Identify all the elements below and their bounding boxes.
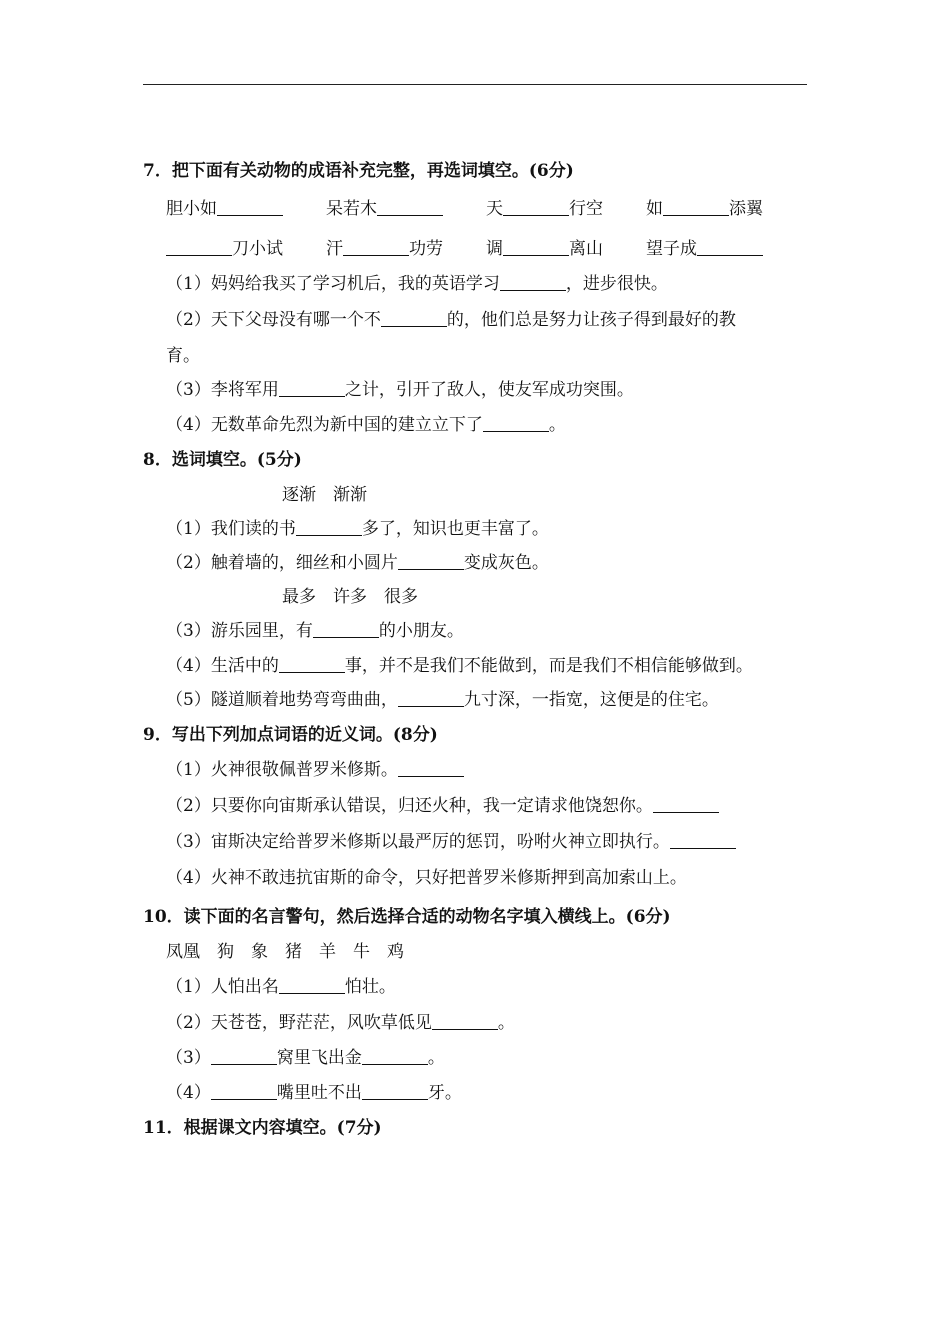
blank[interactable]: [398, 553, 464, 570]
blank[interactable]: [432, 1013, 498, 1030]
blank[interactable]: [500, 274, 566, 291]
blank[interactable]: [279, 977, 345, 994]
q9-sentence-1: （1）火神很敬佩普罗米修斯。: [166, 759, 464, 781]
q7-sentence-2: （2）天下父母没有哪一个不 的，他们总是努力让孩子得到最好的教: [166, 310, 736, 330]
blank[interactable]: [503, 199, 569, 216]
blank[interactable]: [362, 1048, 428, 1065]
q10-title: 10．读下面的名言警句，然后选择合适的动物名字填入横线上。(6分): [143, 907, 671, 927]
blank[interactable]: [279, 656, 345, 673]
idiom-7: 调 离山: [486, 239, 603, 259]
q10-sentence-3: （3） 窝里飞出金 。: [166, 1048, 445, 1068]
blank[interactable]: [398, 690, 464, 707]
q8-sentence-2: （2）触着墙的，细丝和小圆片 变成灰色。: [166, 553, 549, 573]
idiom-6: 汗 功劳: [326, 239, 443, 259]
idiom-4: 如 添翼: [646, 199, 763, 219]
blank[interactable]: [697, 239, 763, 256]
blank[interactable]: [211, 1048, 277, 1065]
idiom-1: 胆小如: [166, 198, 283, 220]
q7-sentence-4: （4）无数革命先烈为新中国的建立立下了 。: [166, 415, 566, 435]
blank[interactable]: [483, 415, 549, 432]
blank[interactable]: [362, 1083, 428, 1100]
q9-sentence-4: （4）火神不敢违抗宙斯的命令，只好把普罗米修斯押到高加索山上。: [166, 868, 687, 888]
blank[interactable]: [279, 380, 345, 397]
blank[interactable]: [377, 199, 443, 216]
idiom-8: 望子成: [646, 238, 763, 260]
q10-sentence-1: （1）人怕出名 怕壮。: [166, 977, 396, 997]
q10-animal-options: 凤凰 狗 象 猪 羊 牛 鸡: [166, 942, 404, 962]
q7-sentence-1: （1）妈妈给我买了学习机后，我的英语学习 ，进步很快。: [166, 274, 668, 294]
idiom-5: 刀小试: [166, 238, 283, 260]
blank[interactable]: [343, 239, 409, 256]
q9-sentence-2: （2）只要你向宙斯承认错误，归还火种，我一定请求他饶恕你。: [166, 795, 719, 817]
q8-title: 8．选词填空。(5分): [143, 450, 302, 470]
q7-sentence-3: （3）李将军用 之计，引开了敌人，使友军成功突围。: [166, 380, 634, 400]
blank[interactable]: [217, 199, 283, 216]
blank[interactable]: [503, 239, 569, 256]
q11-title: 11．根据课文内容填空。(7分): [143, 1118, 382, 1138]
blank[interactable]: [211, 1083, 277, 1100]
blank[interactable]: [166, 239, 232, 256]
idiom-3: 天 行空: [486, 199, 603, 219]
q7-title: 7．把下面有关动物的成语补充完整，再选词填空。(6分): [143, 161, 574, 181]
q8-word-options-2: 最多 许多 很多: [282, 587, 418, 607]
blank[interactable]: [663, 199, 729, 216]
idiom-2: 呆若木: [326, 198, 443, 220]
q10-sentence-2: （2）天苍苍，野茫茫，风吹草低见 。: [166, 1013, 515, 1033]
q7-sentence-2-cont: 育。: [166, 346, 200, 366]
q9-title: 9．写出下列加点词语的近义词。(8分): [143, 725, 438, 745]
q8-sentence-1: （1）我们读的书 多了，知识也更丰富了。: [166, 519, 549, 539]
q8-word-options-1: 逐渐 渐渐: [282, 485, 367, 505]
blank[interactable]: [296, 519, 362, 536]
q9-sentence-3: （3）宙斯决定给普罗米修斯以最严厉的惩罚，吩咐火神立即执行。: [166, 831, 736, 853]
q8-sentence-5: （5）隧道顺着地势弯弯曲曲， 九寸深，一指宽，这便是的住宅。: [166, 690, 719, 710]
q10-sentence-4: （4） 嘴里吐不出 牙。: [166, 1083, 462, 1103]
q8-sentence-3: （3）游乐园里，有 的小朋友。: [166, 621, 464, 641]
blank[interactable]: [313, 621, 379, 638]
q8-sentence-4: （4）生活中的 事，并不是我们不能做到，而是我们不相信能够做到。: [166, 656, 753, 676]
blank[interactable]: [381, 310, 447, 327]
blank[interactable]: [398, 760, 464, 777]
header-rule: [143, 84, 807, 85]
blank[interactable]: [670, 832, 736, 849]
blank[interactable]: [653, 796, 719, 813]
